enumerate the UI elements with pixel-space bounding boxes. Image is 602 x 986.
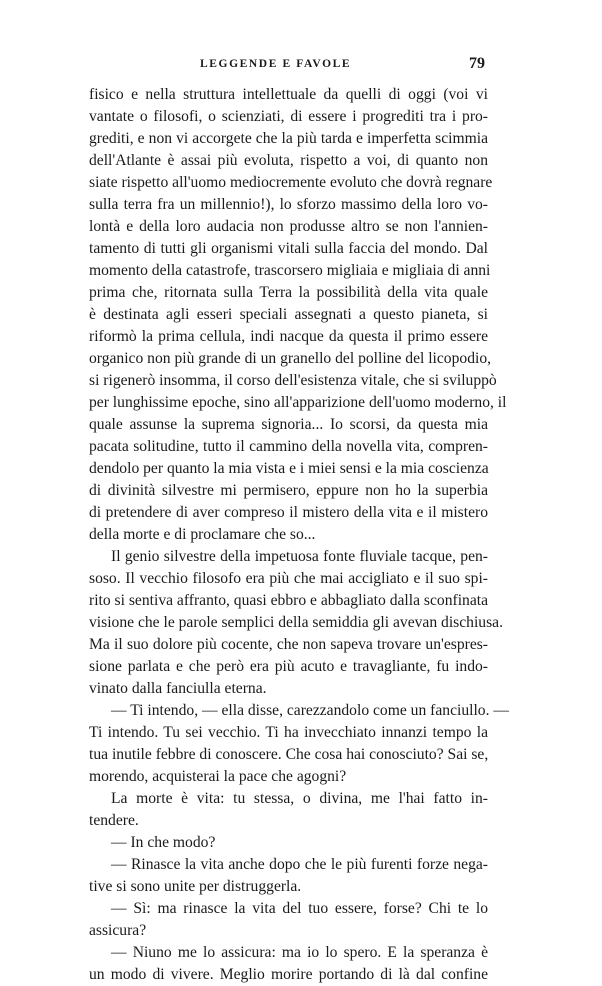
text-line: pacata solitudine, tutto il cammino della novella vita, compren- — [89, 438, 488, 455]
text-line: — In che modo? — [111, 834, 216, 851]
text-line: sulla terra fra un millennio!), lo sforzo massimo della loro vo- — [89, 196, 488, 213]
text-line: assicura? — [89, 922, 147, 939]
text-line: si rigenerò insomma, il corso dell'esistenza vitale, che si sviluppò — [89, 372, 497, 389]
text-line: — Rinasce la vita anche dopo che le più furenti forze nega- — [111, 856, 488, 873]
text-line: Ma il suo dolore più cocente, che non sapeva trovare un'espres- — [89, 636, 488, 653]
text-line: rito si sentiva affranto, quasi ebbro e abbagliato dalla sconfinata — [89, 592, 488, 609]
text-line: soso. Il vecchio filosofo era più che mai accigliato e il suo spi- — [89, 570, 488, 587]
text-line: prima che, ritornata sulla Terra la possibilità della vita quale — [89, 284, 488, 301]
text-line: tua inutile febbre di conoscere. Che cosa hai conosciuto? Sai se, — [89, 746, 489, 763]
text-line: di divinità silvestre mi permisero, eppure non ho la superbia — [89, 482, 488, 499]
text-line: tive si sono unite per distruggerla. — [89, 878, 302, 895]
text-line: visione che le parole semplici della semiddia gli avevan dischiusa. — [89, 614, 503, 631]
text-line: grediti, e non vi accorgete che la più tarda e imperfetta scimmia — [89, 130, 488, 147]
text-line: tendere. — [89, 812, 139, 829]
text-line: di pretendere di aver compreso il mistero della vita e il mistero — [89, 504, 488, 521]
running-title: LEGGENDE E FAVOLE — [200, 58, 352, 70]
text-line: La morte è vita: tu stessa, o divina, me l'hai fatto in- — [111, 790, 488, 807]
text-line: organico non più grande di un granello del polline del licopodio, — [89, 350, 492, 367]
text-line: dendolo per quanto la mia vista e i miei sensi e la mia coscienza — [89, 460, 489, 477]
text-line: — Niuno me lo assicura: ma io lo spero. E la speranza è — [111, 944, 488, 961]
text-line: momento della catastrofe, trascorsero migliaia e migliaia di anni — [89, 262, 491, 279]
text-line: quale assunse la suprema signoria... Io scorsi, da questa mia — [89, 416, 488, 433]
text-line: — Sì: ma rinasce la vita del tuo essere, forse? Chi te lo — [111, 900, 488, 917]
text-line: — Ti intendo, — ella disse, carezzandolo come un fanciullo. — — [111, 702, 509, 719]
text-line: Il genio silvestre della impetuosa fonte fluviale tacque, pen- — [111, 548, 488, 565]
text-line: per lunghissime epoche, sino all'apparizione dell'uomo moderno, il — [89, 394, 507, 411]
text-line: lontà e della loro audacia non produsse altro se non l'annien- — [89, 218, 488, 235]
text-line: riformò la prima cellula, indi nacque da questa il primo essere — [89, 328, 488, 345]
page-number: 79 — [469, 55, 485, 72]
text-line: fisico e nella struttura intellettuale da quelli di oggi (voi vi — [89, 86, 488, 103]
text-line: della morte e di proclamare che so... — [89, 526, 316, 543]
body-text — [89, 84, 509, 986]
text-line: Ti intendo. Tu sei vecchio. Ti ha invecchiato innanzi tempo la — [89, 724, 488, 741]
text-line: dell'Atlante è assai più evoluta, rispetto a voi, di quanto non — [89, 152, 488, 169]
text-line: vantate o filosofi, o scienziati, di essere i progrediti tra i pro- — [89, 108, 488, 125]
text-line: vinato dalla fanciulla eterna. — [89, 680, 267, 697]
text-line: un modo di vivere. Meglio morire portando di là dal confine — [89, 966, 488, 983]
text-line: è destinata agli esseri speciali assegnati a questo pianeta, si — [89, 306, 488, 323]
text-line: morendo, acquisterai la pace che agogni? — [89, 768, 347, 785]
text-line: siate rispetto all'uomo mediocremente evoluto che dovrà regnare — [89, 174, 493, 191]
text-line: sione parlata e che però era più acuto e travagliante, fu indo- — [89, 658, 488, 675]
text-line: tamento di tutti gli organismi vitali sulla faccia del mondo. Dal — [89, 240, 488, 257]
